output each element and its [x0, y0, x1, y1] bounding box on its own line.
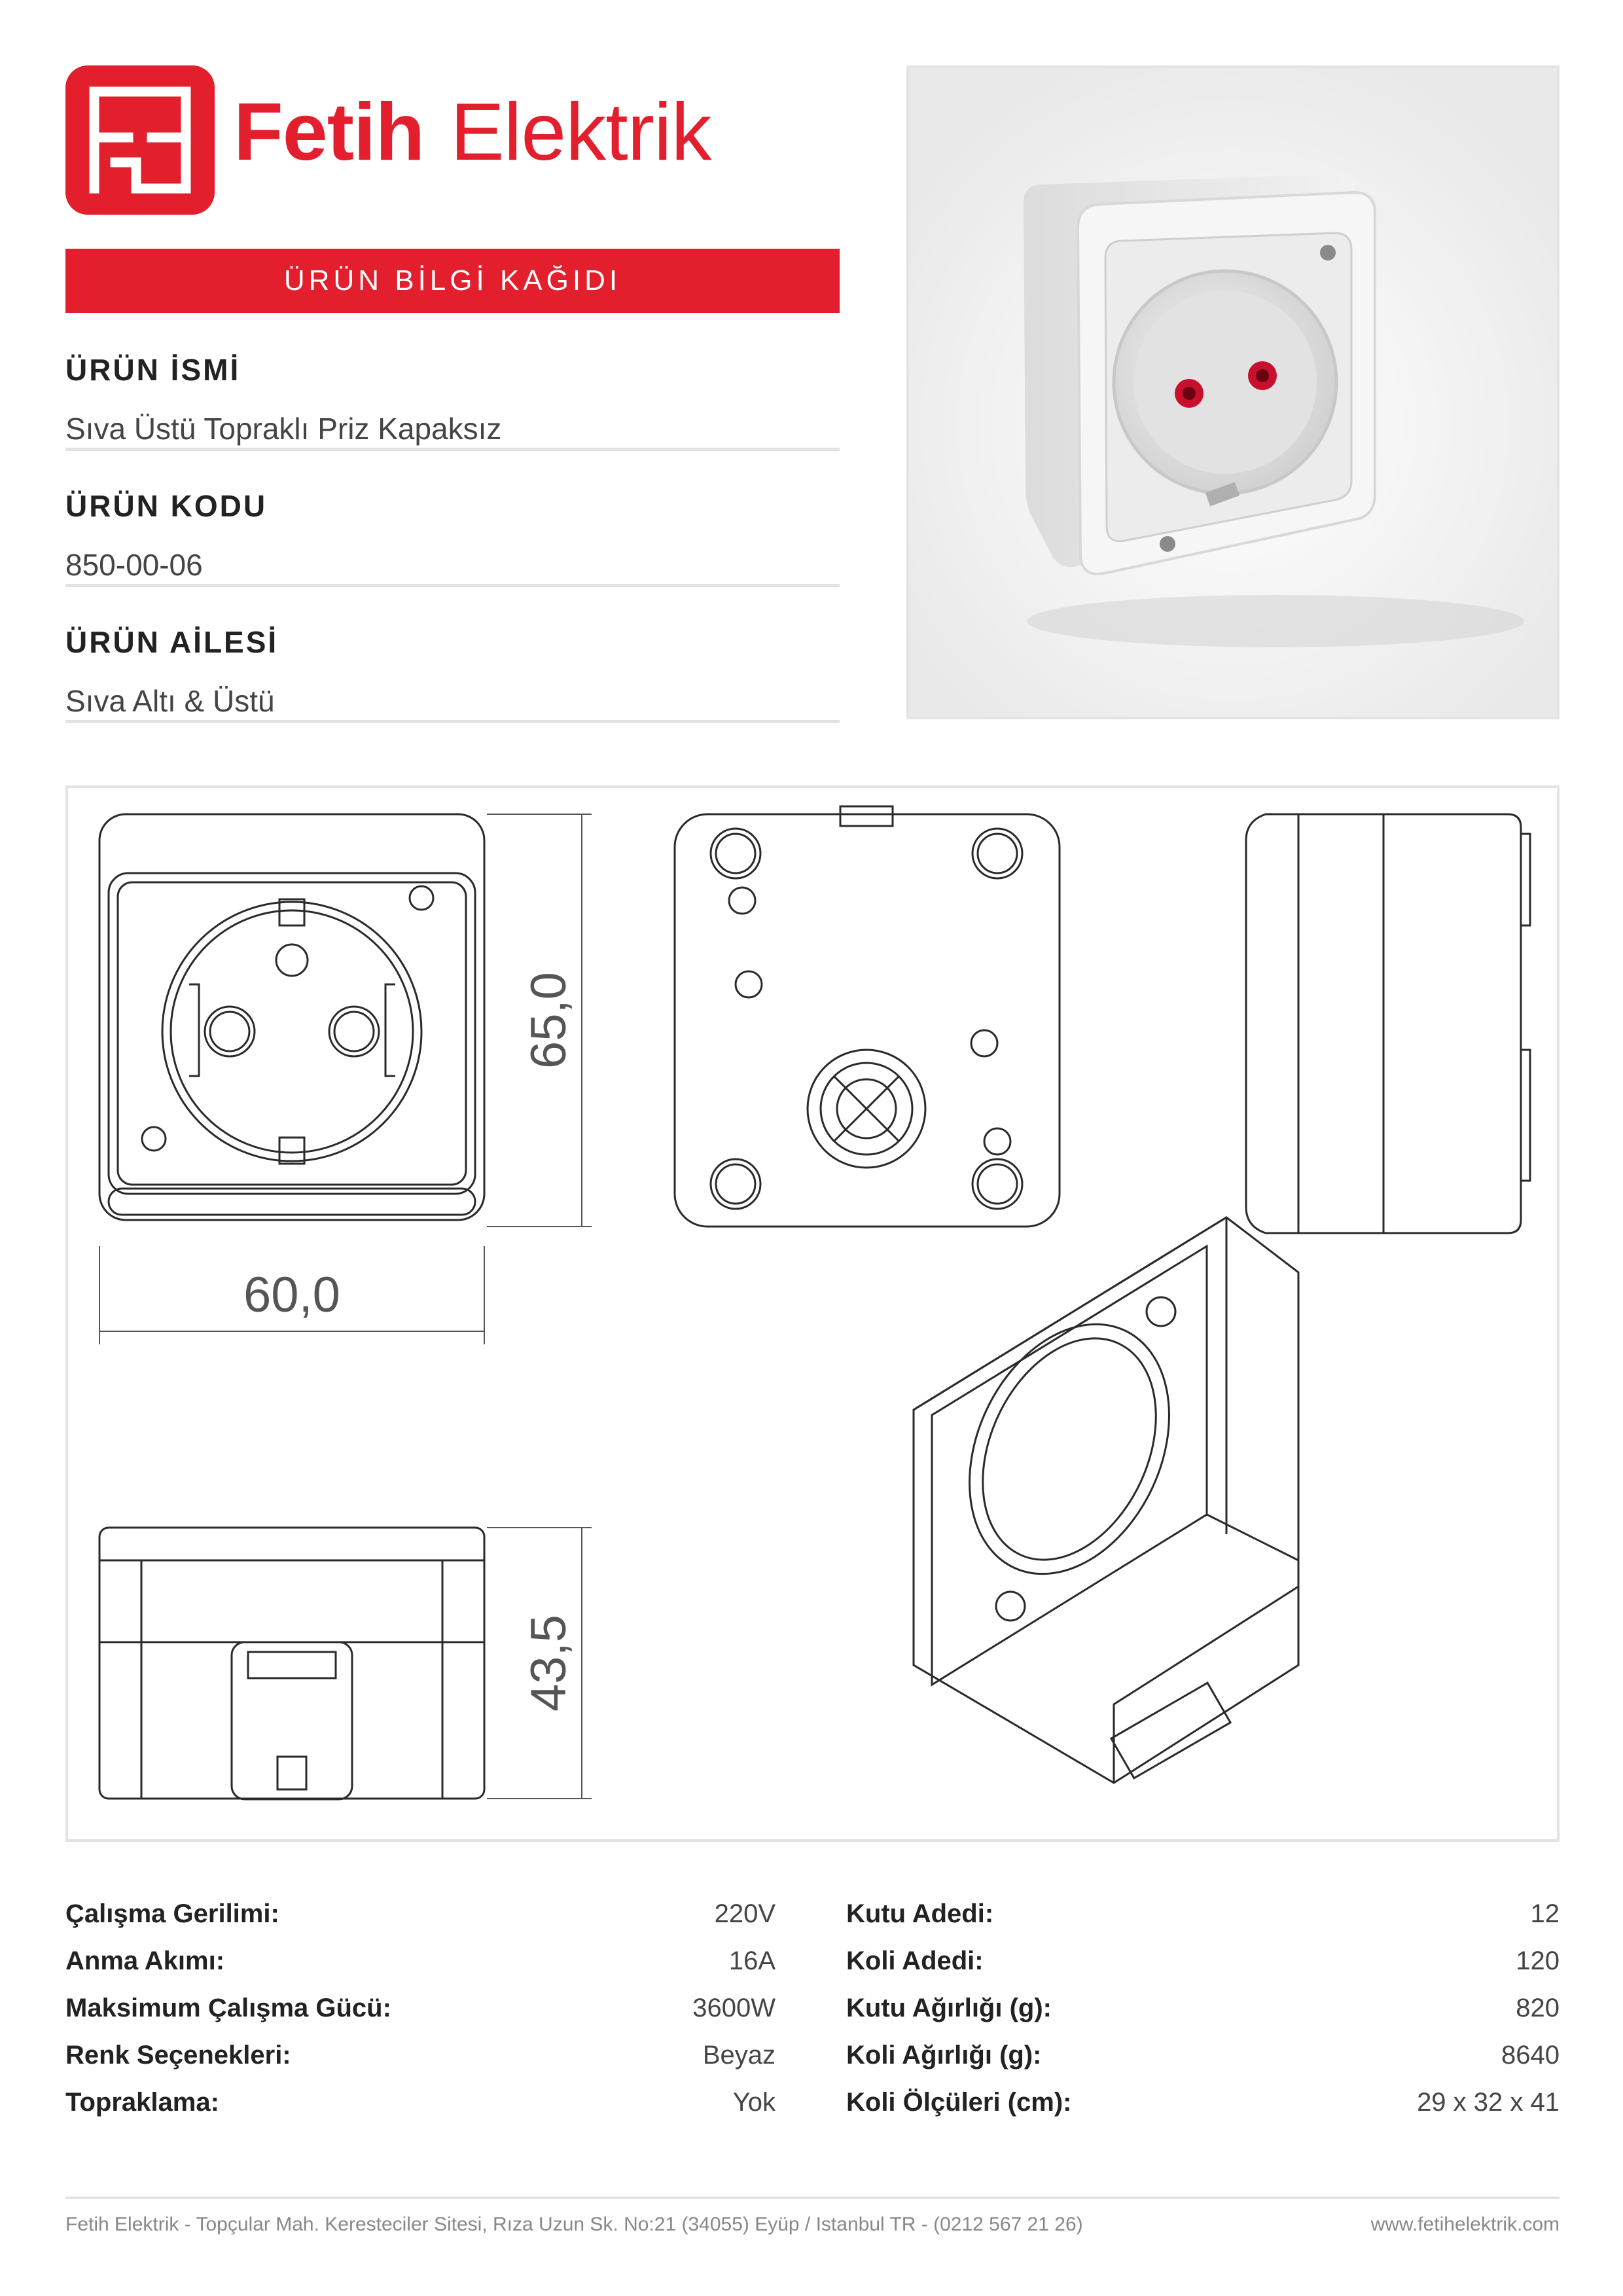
dimension-height: 65,0: [521, 972, 577, 1069]
footer-address: Fetih Elektrik - Topçular Mah. Keresteciler Sitesi, Rıza Uzun Sk. No:21 (34055) Eyüp / Istanbul TR - (0212 567 21 26): [65, 2214, 1083, 2235]
sheet-title-bar: [65, 249, 840, 313]
front-view: [99, 814, 484, 1220]
footer-divider: [65, 2197, 1560, 2199]
divider: [65, 448, 840, 451]
product-photo-frame: [906, 65, 1560, 719]
spec-value-voltage: 220V: [714, 1899, 776, 1928]
brand-name-light: Elektrik: [450, 87, 711, 177]
dimension-depth: 43,5: [521, 1615, 577, 1712]
divider: [65, 584, 840, 587]
spec-value-grounding: Yok: [732, 2088, 776, 2117]
spec-value-box-qty: 12: [1530, 1899, 1560, 1928]
spec-label-current: Anma Akımı:: [65, 1946, 225, 1975]
spec-label-carton-weight: Koli Ağırlığı (g):: [846, 2041, 1042, 2070]
spec-label-carton-qty: Koli Adedi:: [846, 1946, 984, 1975]
fe-logo-icon: [65, 65, 215, 215]
spec-label-power: Maksimum Çalışma Gücü:: [65, 1994, 391, 2022]
dimension-width: 60,0: [243, 1267, 340, 1323]
spec-label-grounding: Topraklama:: [65, 2088, 219, 2117]
brand-name-strong: Fetih: [234, 87, 425, 177]
spec-value-current: 16A: [728, 1946, 776, 1975]
spec-value-box-weight: 820: [1516, 1994, 1560, 2022]
product-name-label: ÜRÜN İSMİ: [65, 353, 241, 387]
spec-label-color: Renk Seçenekleri:: [65, 2041, 291, 2070]
product-code-value: 850-00-06: [65, 548, 203, 582]
spec-label-carton-dimensions: Koli Ölçüleri (cm):: [846, 2088, 1072, 2117]
bottom-view: [99, 1528, 484, 1799]
spec-value-carton-qty: 120: [1516, 1946, 1560, 1975]
spec-value-power: 3600W: [692, 1994, 776, 2022]
product-code-label: ÜRÜN KODU: [65, 489, 268, 523]
spec-label-voltage: Çalışma Gerilimi:: [65, 1899, 279, 1928]
technical-drawing: [68, 788, 1557, 1839]
isometric-view: [914, 1217, 1298, 1783]
footer-website-link[interactable]: www.fetihelektrik.com: [1370, 2214, 1560, 2235]
product-family-value: Sıva Altı & Üstü: [65, 684, 275, 718]
back-view: [675, 806, 1060, 1227]
spec-value-color: Beyaz: [702, 2041, 776, 2070]
spec-value-carton-weight: 8640: [1501, 2041, 1560, 2070]
product-name-value: Sıva Üstü Topraklı Priz Kapaksız: [65, 412, 502, 446]
side-view: [1246, 814, 1530, 1233]
spec-label-box-qty: Kutu Adedi:: [846, 1899, 994, 1928]
spec-label-box-weight: Kutu Ağırlığı (g):: [846, 1994, 1052, 2022]
technical-drawing-frame: [65, 785, 1560, 1842]
product-photo: [909, 68, 1557, 717]
divider: [65, 720, 840, 723]
product-family-label: ÜRÜN AİLESİ: [65, 625, 279, 659]
sheet-title: ÜRÜN BİLGİ KAĞIDI: [283, 264, 622, 296]
spec-value-carton-dimensions: 29 x 32 x 41: [1417, 2088, 1560, 2117]
